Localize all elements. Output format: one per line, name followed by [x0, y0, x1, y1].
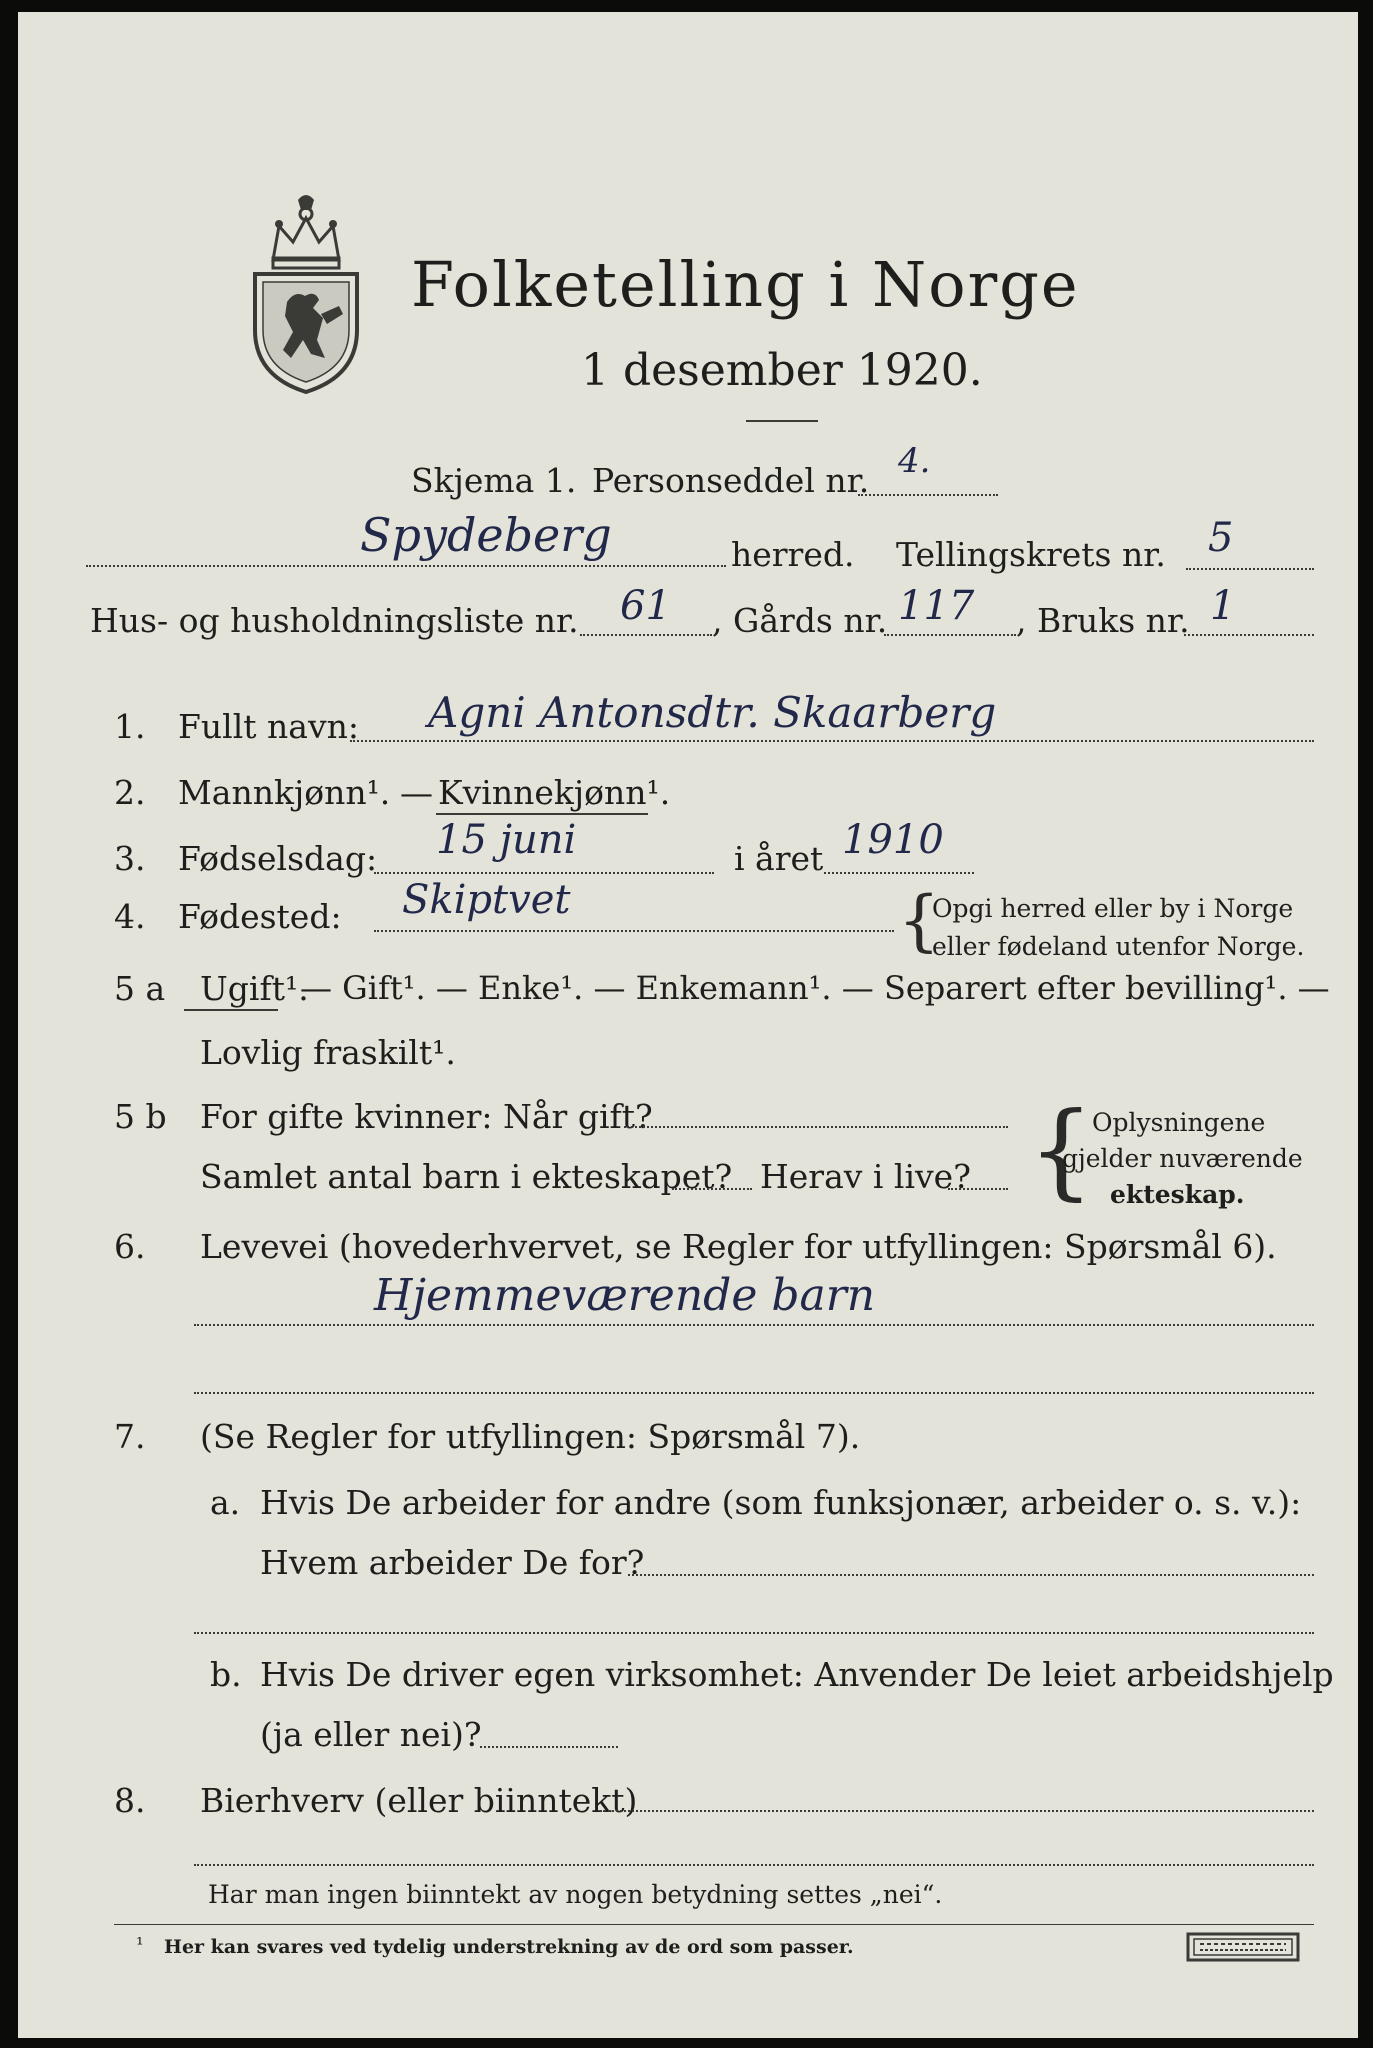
- q5b-naar-gift-line: [624, 1126, 1008, 1128]
- q7b-letter: b.: [210, 1655, 242, 1694]
- q7a-answer-line1: [628, 1574, 1314, 1576]
- q8-answer-line1: [600, 1810, 1314, 1812]
- title-underline: [746, 420, 818, 422]
- gards-line: [884, 634, 1016, 636]
- q5b-note-line3: ekteskap.: [1110, 1180, 1245, 1209]
- q7a-answer-line2: [194, 1632, 1314, 1634]
- q3-year: 1910: [842, 817, 944, 863]
- footnote-divider: [114, 1924, 1314, 1925]
- q8-note: Har man ingen biinntekt av nogen betydning settes „nei“.: [208, 1880, 943, 1909]
- q4-note-line2: eller fødeland utenfor Norge.: [932, 932, 1305, 961]
- q2-mann: Mannkjønn¹.: [178, 773, 391, 812]
- printer-stamp-icon: [1186, 1932, 1300, 1962]
- q7-number: 7.: [114, 1417, 146, 1456]
- form-title: Folketelling i Norge: [411, 248, 1080, 321]
- q5a-ugift-underline: [184, 1009, 278, 1011]
- q6-line2: [194, 1392, 1314, 1394]
- q5b-brace: {: [1028, 1089, 1095, 1211]
- q8-label: Bierhverv (eller biinntekt): [200, 1781, 638, 1820]
- q5b-note-line2: gjelder nuværende: [1062, 1144, 1303, 1173]
- q4-number: 4.: [114, 897, 146, 936]
- q3-value: 15 juni: [436, 817, 577, 863]
- q1-value: Agni Antonsdtr. Skaarberg: [428, 688, 997, 737]
- q7b-answer-line: [480, 1746, 618, 1748]
- q7b-label-line2: (ja eller nei)?: [260, 1715, 482, 1754]
- q6-number: 6.: [114, 1227, 146, 1266]
- tellingskrets-line: [1186, 568, 1314, 570]
- q5a-options: — Gift¹. — Enke¹. — Enkemann¹. — Separert efter bevilling¹. —: [300, 969, 1330, 1007]
- footnote-text: Her kan svares ved tydelig understrekning av de ord som passer.: [164, 1936, 854, 1958]
- q3-label: Fødselsdag:: [178, 839, 378, 878]
- q5b-antal-barn-label: Samlet antal barn i ekteskapet?: [200, 1157, 733, 1196]
- bruks-line: [1184, 634, 1314, 636]
- q1-line: [350, 740, 1314, 742]
- personseddel-label: Personseddel nr.: [592, 461, 870, 500]
- q2-number: 2.: [114, 773, 146, 812]
- q3-aret-label: i året: [734, 839, 824, 878]
- q4-line: [374, 930, 894, 932]
- herred-value: Spydeberg: [360, 508, 612, 562]
- q1-number: 1.: [114, 707, 146, 746]
- coat-of-arms-icon: [243, 190, 369, 396]
- q5b-herav-line: [948, 1188, 1008, 1190]
- gards-value: 117: [898, 583, 975, 629]
- q3-year-line: [824, 872, 974, 874]
- personseddel-line: [858, 494, 998, 496]
- census-form-sheet: [18, 12, 1358, 2038]
- q8-number: 8.: [114, 1781, 146, 1820]
- herred-label: herred.: [731, 535, 855, 574]
- q5b-number: 5 b: [114, 1097, 167, 1136]
- q5a-lovlig-fraskilt: Lovlig fraskilt¹.: [200, 1033, 456, 1072]
- q4-brace: {: [898, 882, 940, 959]
- husliste-label: Hus- og husholdningsliste nr.: [90, 601, 579, 640]
- q6-label: Levevei (hovederhvervet, se Regler for utfyllingen: Spørsmål 6).: [200, 1227, 1277, 1266]
- q5b-antal-barn-line: [672, 1188, 752, 1190]
- q6-value: Hjemmeværende barn: [374, 1270, 876, 1321]
- q5b-note-line1: Oplysningene: [1092, 1108, 1266, 1137]
- q7a-label-line1: Hvis De arbeider for andre (som funksjonær, arbeider o. s. v.):: [260, 1483, 1302, 1522]
- q7a-letter: a.: [210, 1483, 241, 1522]
- bruks-value: 1: [1210, 583, 1236, 629]
- bruks-label: , Bruks nr.: [1016, 601, 1190, 640]
- q7-label: (Se Regler for utfyllingen: Spørsmål 7).: [200, 1417, 861, 1456]
- q2-kvinne-underline: [436, 813, 648, 815]
- form-date: 1 desember 1920.: [581, 345, 983, 396]
- personseddel-value: 4.: [898, 441, 931, 481]
- q7b-label-line1: Hvis De driver egen virksomhet: Anvender De leiet arbeidshjelp: [260, 1655, 1334, 1694]
- q1-label: Fullt navn:: [178, 707, 359, 746]
- husliste-line: [580, 634, 712, 636]
- q2-dash: —: [400, 773, 433, 812]
- q6-line1: [194, 1324, 1314, 1326]
- q3-number: 3.: [114, 839, 146, 878]
- q5a-number: 5 a: [114, 969, 166, 1008]
- q4-value: Skiptvet: [402, 877, 571, 923]
- husliste-value: 61: [620, 583, 671, 629]
- gards-label: , Gårds nr.: [712, 601, 888, 640]
- footnote-mark: ¹: [136, 1934, 144, 1956]
- q5b-naar-gift-label: For gifte kvinner: Når gift?: [200, 1097, 653, 1136]
- q3-date-line: [374, 872, 714, 874]
- tellingskrets-value: 5: [1208, 515, 1234, 561]
- skjema-label: Skjema 1.: [411, 461, 577, 500]
- herred-line: [86, 565, 726, 567]
- q5a-ugift: Ugift¹.: [200, 969, 309, 1008]
- q7a-label-line2: Hvem arbeider De for?: [260, 1543, 645, 1582]
- q8-answer-line2: [194, 1864, 1314, 1866]
- q4-label: Fødested:: [178, 897, 342, 936]
- tellingskrets-label: Tellingskrets nr.: [896, 535, 1166, 574]
- q2-kvinne: Kvinnekjønn¹.: [438, 773, 671, 812]
- q4-note-line1: Opgi herred eller by i Norge: [932, 894, 1294, 923]
- q5b-herav-label: Herav i live?: [760, 1157, 971, 1196]
